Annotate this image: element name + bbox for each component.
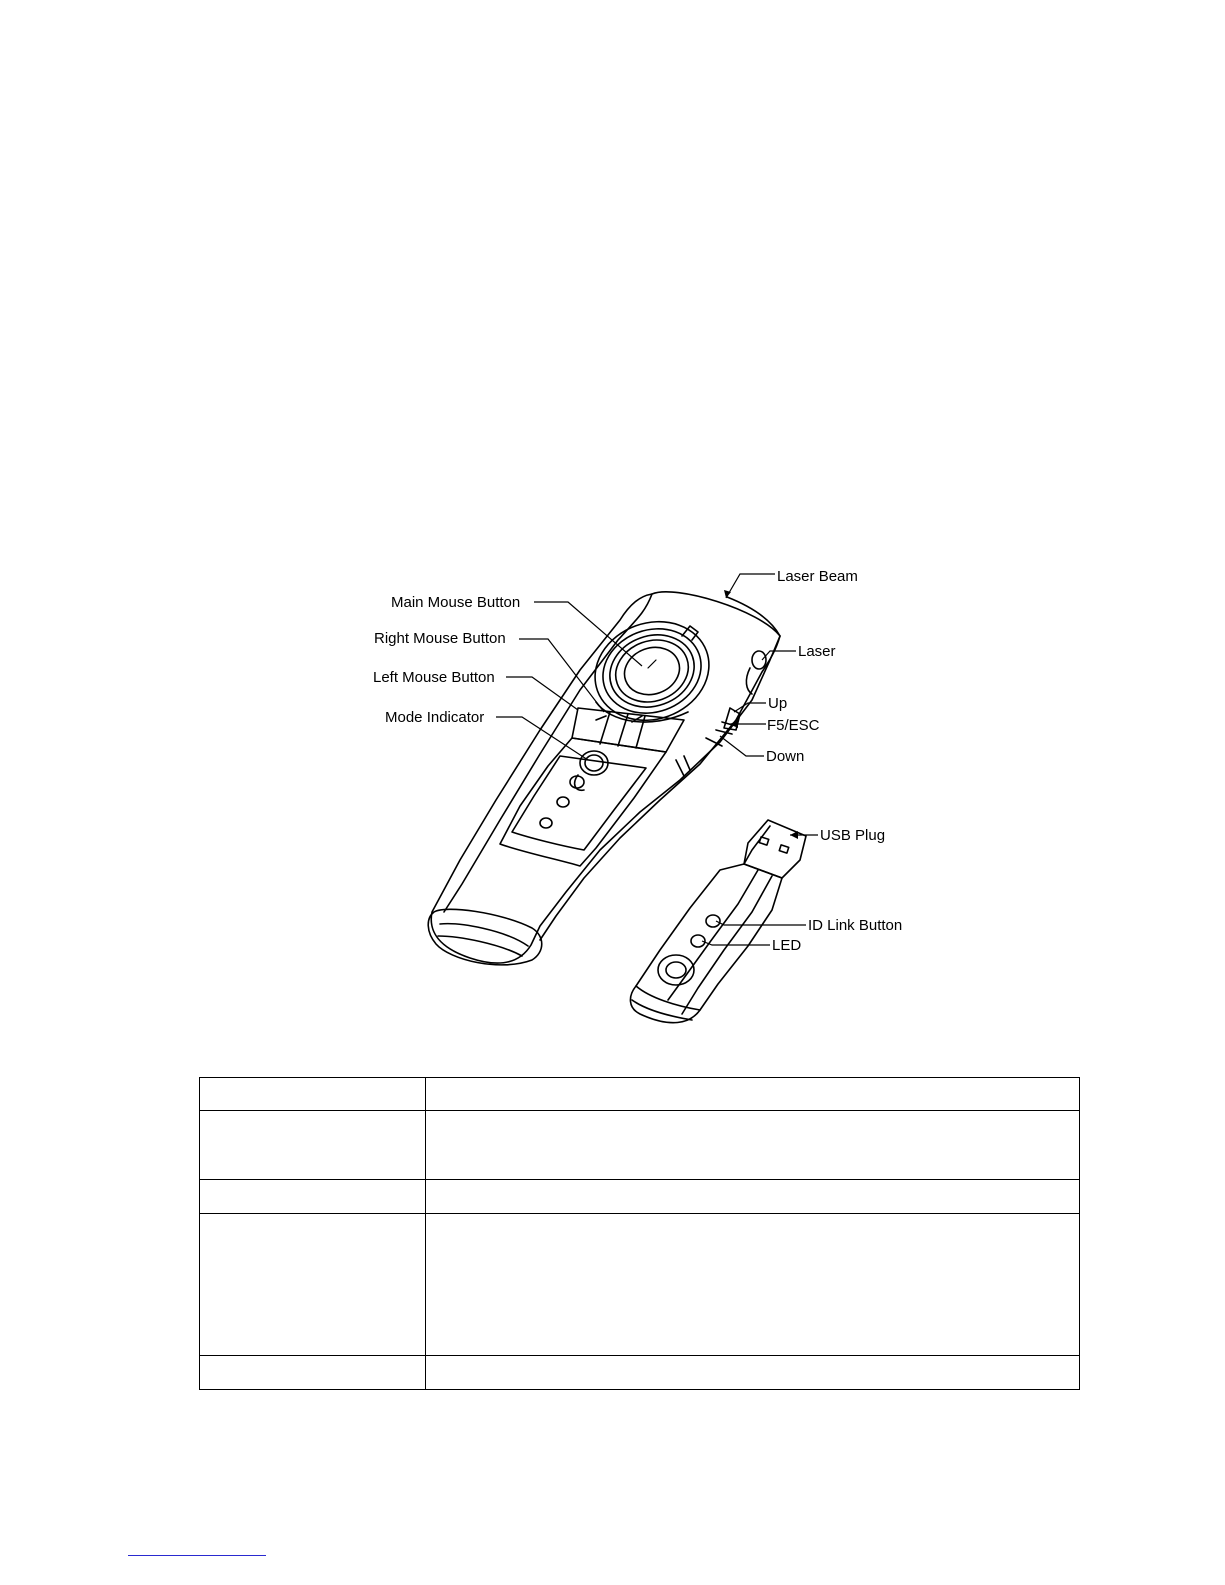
label-main-mouse-button: Main Mouse Button [391, 594, 521, 611]
table-cell-label [200, 1111, 426, 1180]
leader-left-mouse-button [506, 677, 578, 710]
table-row [200, 1214, 1080, 1356]
label-led: LED [772, 937, 802, 954]
footer-link-underline [128, 1555, 266, 1556]
label-usb-plug: USB Plug [820, 827, 886, 844]
label-id-link-button: ID Link Button [808, 917, 903, 934]
table-cell-value [426, 1078, 1080, 1111]
table-cell-label [200, 1356, 426, 1390]
leader-laser-beam [726, 574, 775, 598]
table-cell-value [426, 1180, 1080, 1214]
leader-laser [762, 651, 796, 660]
label-left-mouse-button: Left Mouse Button [373, 669, 495, 686]
table-cell-value [426, 1214, 1080, 1356]
label-mode-indicator: Mode Indicator [385, 709, 485, 726]
spec-table [199, 1077, 1080, 1390]
table-row [200, 1111, 1080, 1180]
table-row [200, 1356, 1080, 1390]
table-cell-value [426, 1356, 1080, 1390]
table-row [200, 1180, 1080, 1214]
table-cell-label [200, 1214, 426, 1356]
label-laser: Laser [798, 643, 836, 660]
table-cell-label [200, 1078, 426, 1111]
leader-down [720, 736, 764, 756]
leader-led [702, 941, 770, 945]
label-laser-beam: Laser Beam [777, 568, 858, 585]
callout-arrowheads [724, 590, 798, 839]
label-f5-esc: F5/ESC [767, 717, 820, 734]
table-cell-label [200, 1180, 426, 1214]
label-right-mouse-button: Right Mouse Button [374, 630, 506, 647]
leader-id-link-button [716, 921, 806, 925]
leader-up [734, 703, 766, 712]
table-row [200, 1078, 1080, 1111]
label-up: Up [768, 695, 788, 712]
label-down: Down [766, 748, 805, 765]
table-cell-value [426, 1111, 1080, 1180]
presenter-remote-drawing [428, 592, 780, 965]
usb-dongle-drawing [630, 820, 806, 1023]
